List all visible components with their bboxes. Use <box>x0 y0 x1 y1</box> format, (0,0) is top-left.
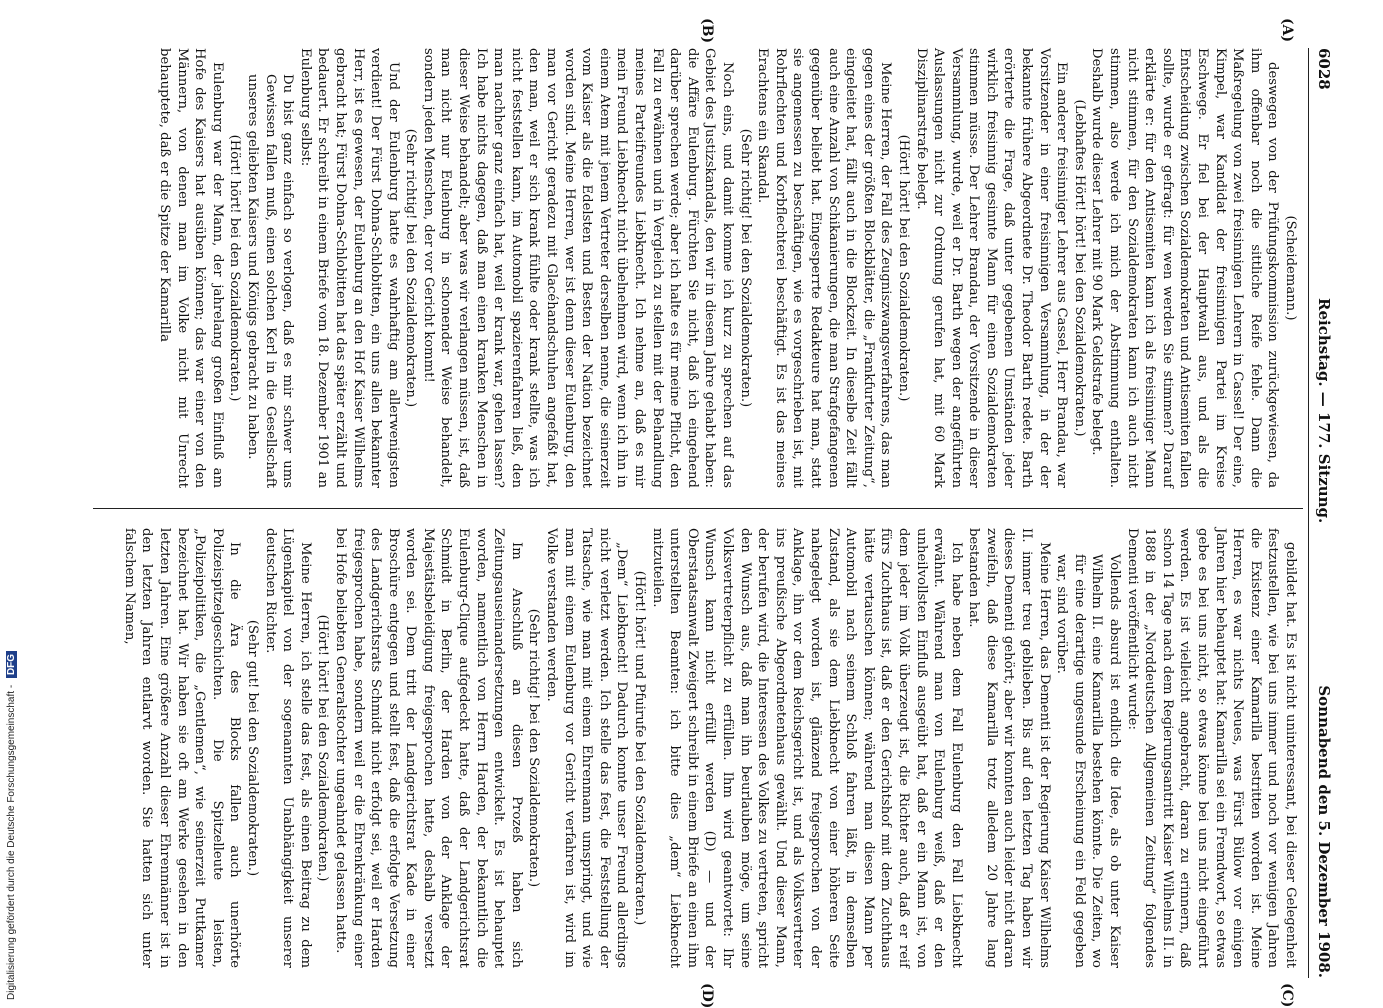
interjection: (Hört! hört! bei den Sozialdemokraten.) <box>315 614 331 882</box>
paragraph: In die Ära des Blocks fallen auch unerhörte Polizeispitzelgeschichten. Die Spitzelleute leisten, „Polizeipolitiken, die „Gentlemen“, wie seinerzeit Puttkamer bezeichnet hat. Wir haben sie oft am Werke gesehen in den letzten Jahren. Eine größere Anzahl dieser Ehrenmänner ist in den letzten Jahren entlarvt worden. Sie hatten sich unter falschem Namen, <box>121 528 243 968</box>
margin-marker-c: (C) <box>1279 983 1295 1008</box>
margin-marker-b: (B) <box>699 18 715 44</box>
interjection: (Hört! hört! bei den Sozialdemokraten.) <box>895 134 911 402</box>
paragraph: Ich habe neben dem Fall Eulenburg den Fall Liebknecht erwähnt. Während man von Eulenburg weiß, daß er den unheilvollsten Einfluß ausgeübt hat, daß er ein Mann ist, von dem jeder im Volk überzeugt ist, die Richter auch, daß er reif fürs Zuchthaus ist, daß er den Gerichtshof mit dem Zuchthaus hätte vertauschen können; während man diesen Mann per Automobil nach seinem Schloß fahren läßt, in demselben Zustand, als sie dem Liebknecht von einer höheren Seite nahegelegt worden ist, glänzend freigesprochen von der Anklage, ihn vor dem Reichsgericht ist, und als Volksvertreter ins preußische Abgeordnetenhaus gewählt. Und dieser Mann, der berufen wird, die Interessen des Volkes zu vertreten, spricht den Wunsch aus, daß man ihn beurlauben möge, um seine Volksvertreterpflicht zu erfüllen. Ihm wird geantwortet: Ihr Wunsch kann nicht erfüllt werden (D) — und der Oberstaatsanwalt Zweigert schreibt in einem Briefe an einen ihm unterstellten Beamten: ich bitte dies „dem“ Liebknecht mitzuteilen. <box>649 528 964 968</box>
paragraph: Meine Herren, ich stelle das fest, als einen Beitrag zu dem Lügenkapitel von der sogenannten Unabhängigkeit unserer deutschen Richter. <box>262 528 313 968</box>
rotated-page-content <box>75 18 1335 1008</box>
interjection: (Sehr richtig! bei den Sozialdemokraten.) <box>526 608 542 888</box>
page-number: 6028 <box>1315 48 1333 90</box>
paragraph: Meine Herren, das Dementi ist der Regierung Kaiser Wilhelms II. immer treu geblieben. Bis auf den letzten Tag haben wir dieses Dementi gehört; aber wir konnten auch leider nicht daran zweifeln, daß diese Kamarilla trotz alledem 20 Jahre lang bestanden hat. <box>966 528 1052 968</box>
quotation: Du bist ganz einfach so verlogen, daß es mir schwer ums Gewissen fallen muß, einen solchen Kerl in die Gesellschaft unseres geliebten Kaisers und Königs gebracht zu haben. <box>244 74 296 488</box>
interjection: (Hört! hört! und Pfuirufe bei den Sozialdemokraten.) <box>632 570 648 926</box>
session-date: Sonnabend den 5. Dezember 1908. <box>1315 685 1333 978</box>
paragraph: gebildet hat. Es ist nicht uninteressant, bei dieser Gelegenheit festzustellen, wie bei uns immer und noch vor wenigen Jahren die Existenz einer Kamarilla bestritten worden ist. Meine Herren, es war nichts Neues, was Fürst Bülow vor einigen Jahren hier behauptet hat: Kamarilla sei ein Fremdwort, so etwas gebe es bei uns nicht, so etwas könne bei uns nicht eingeführt werden. Es ist vielleicht angebracht, daran zu erinnern, daß schon 14 Tage nach dem Regierungsantritt Kaiser Wilhelms II. in 1888 in der „Norddeutschen Allgemeinen Zeitung“ folgendes Dementi veröffentlicht wurde: <box>1124 528 1298 968</box>
paragraph: Ein anderer freisinniger Lehrer aus Cassel, Herr Brandau, war Vorsitzender in einer freisinnigen Versammlung, in der der bekannte frühere Abgeordnete Dr. Theodor Barth redete. Barth erörterte die Frage, daß unter gegebenen Umständen jeder wirklich freisinnig gesinnte Mann für einen Sozialdemokraten stimmen müsse. Der Lehrer Brandau, der Vorsitzende in dieser Versammlung, wurde, weil er Dr. Barth wegen der angeführten Auslassungen nicht zur Ordnung gerufen hat, mit 60 Mark Disziplinarstrafe belegt. <box>913 48 1070 488</box>
paragraph: Und der Eulenburg hatte es wahrhaftig am allerwenigsten verdient! Der Fürst Dohna-Schlobitten, ein uns allen bekannter Herr, ist es gewesen, der Eulenburg an den Hof Kaiser Wilhelms gebracht hat; Fürst Dohna-Schlobitten hat das später erzählt und bedauert. Er schreibt in einem Briefe vom 18. Dezember 1901 an Eulenburg selbst: <box>297 48 401 488</box>
interjection: (Hört! hört! bei den Sozialdemokraten.) <box>227 134 243 402</box>
speaker-name: (Scheidemann.) <box>1283 215 1298 321</box>
paragraph: deswegen von der Prüfungskommission zurückgewiesen, da ihm offenbar noch die sittliche Reife fehle. Dann die Maßregelung von zwei freisinnigen Lehrern in Cassel! Der eine, Kimpel, war Kandidat der freisinnigen Partei im Kreise Eschwege. Er fiel bei der Hauptwahl aus, und als die Entscheidung zwischen Sozialdemokraten und Antisemiten fallen sollte, wurde er gefragt: für wen werden Sie stimmen? Darauf erklärte er: für den Antisemiten kann ich als freisinniger Mann nicht stimmen, für den Sozialdemokraten kann ich auch nicht stimmen, also werde ich mich der Abstimmung enthalten. Deshalb wurde dieser Lehrer mit 90 Mark Geldstrafe belegt. <box>1089 48 1281 488</box>
interjection: (Sehr gut! bei den Sozialdemokraten.) <box>244 619 260 877</box>
margin-marker-a: (A) <box>1279 18 1295 43</box>
paragraph: Eulenburg war der Mann, der jahrelang großen Einfluß am Hofe des Kaisers hat ausüben können; das war einer von den Männern, von denen man im Volke nicht mit Unrecht behauptete, daß er die Spitze der Kamarilla <box>157 48 225 488</box>
interjection: (Sehr richtig! bei den Sozialdemokraten.) <box>403 128 419 408</box>
paragraph: Meine Herren, der Fall des Zeugniszwangsverfahrens, das man gegen eines der größten Blockblätter, die „Frankfurter Zeitung“, eingeleitet hat, fällt auch in die Blockzeit. In dieselbe Zeit fällt auch eine Anzahl von Schikanierungen, die man Strafgefangenen gegenüber beliebt hat. Eingesperrte Redakteure hat man, statt sie angemessen zu beschäftigen, wie es vorgeschrieben ist, mit Rohrflechten und Korbflechterei beschäftigt. Es ist das meines Erachtens ein Skandal. <box>755 48 894 488</box>
left-text-column <box>155 48 1299 488</box>
right-text-column <box>120 528 1299 968</box>
paragraph: Im Anschluß an diesen Prozeß haben sich Zeitungsauseinandersetzungen entwickelt. Es ist behauptet worden, namentlich von Herrn Harden, der bekanntlich die Eulenburg-Clique aufgedeckt hatte, daß der Landgerichtsrat Schmidt in Berlin, der Harden von der Anklage der Majestätsbeleidigung freigesprochen hatte, deshalb versetzt worden sei. Dem tritt der Landgerichtsrat Kade in einer Broschüre entgegen und stellt fest, daß die erfolgte Versetzung des Landgerichtsrats Schmidt nicht erfolgt sei, weil er Harden freigesprochen habe, sondern weil er die Ehrenkränkung einer bei Hofe beliebten Generalstochter ungeahndet gelassen hatte. <box>332 528 524 968</box>
running-header <box>1308 48 1335 978</box>
quotation: Vollends absurd ist endlich die Idee, als ob unter Kaiser Wilhelm II. eine Kamarilla bestehen könnte. Die Zeiten, wo für eine derartige ungesunde Erscheinung ein Feld gegeben war, sind vorüber. <box>1054 554 1123 968</box>
column-divider <box>93 508 1303 509</box>
interjection: (Lebhaftes Hört! hört! bei den Sozialdemokraten.) <box>1071 99 1087 437</box>
digitization-credit <box>6 20 17 1000</box>
interjection: (Sehr richtig! bei den Sozialdemokraten.) <box>737 128 753 408</box>
session-title: Reichstag. — 177. Sitzung. <box>1315 298 1333 524</box>
paragraph: „Dem“ Liebknecht! Dadurch konnte unser Freund allerdings nicht verletzt werden. Ich stelle das fest, die Feststellung der Tatsache, wie man mit einem Ehrenmann umspringt, und wie man mit einem Eulenburg vor Gericht verfahren ist, wird im Volke verstanden werden. <box>544 528 630 968</box>
credit-text: Digitalisierung gefördert durch die Deutsche Forschungsgemeinschaft - <box>6 684 17 1000</box>
margin-marker-d: (D) <box>699 983 715 1008</box>
dfg-logo: DFG <box>6 651 17 678</box>
paragraph: Noch eins, und damit komme ich kurz zu sprechen auf das Gebiet des Justizskandals, den wir in diesem Jahre gehabt haben: die Affäre Eulenburg. Fürchten Sie nicht, daß ich eingehend darüber sprechen werde; aber ich halte es für meine Pflicht, den Fall zu erwähnen und in Vergleich zu stellen mit der Behandlung meines Parteifreundes Liebknecht. Ich nehme an, daß es mir mein Freund Liebknecht nicht übelnehmen wird, wenn ich ihn in einem Atem mit jenem Vertreter derselben nenne, die seinerzeit vom Kaiser als die Edelsten und Besten der Nation bezeichnet worden sind. Meine Herren, wer ist denn dieser Eulenburg, den man vor Gericht geradezu mit Glacéhandschuhen angefaßt hat, den man, weil er sich krank fühlte oder krank stellte, was ich nicht feststellen kann, im Automobil spazierenfahren ließ, den man nachher ganz einfach hat, weil er krank war, gehen lassen? Ich habe nichts dagegen, daß man einen kranken Menschen in dieser Weise behandelt; aber was wir verlangen müssen, ist, daß man nicht nur Eulenburg in schonender Weise behandelt, sondern jeden Menschen, der vor Gericht kommt! <box>420 48 735 488</box>
